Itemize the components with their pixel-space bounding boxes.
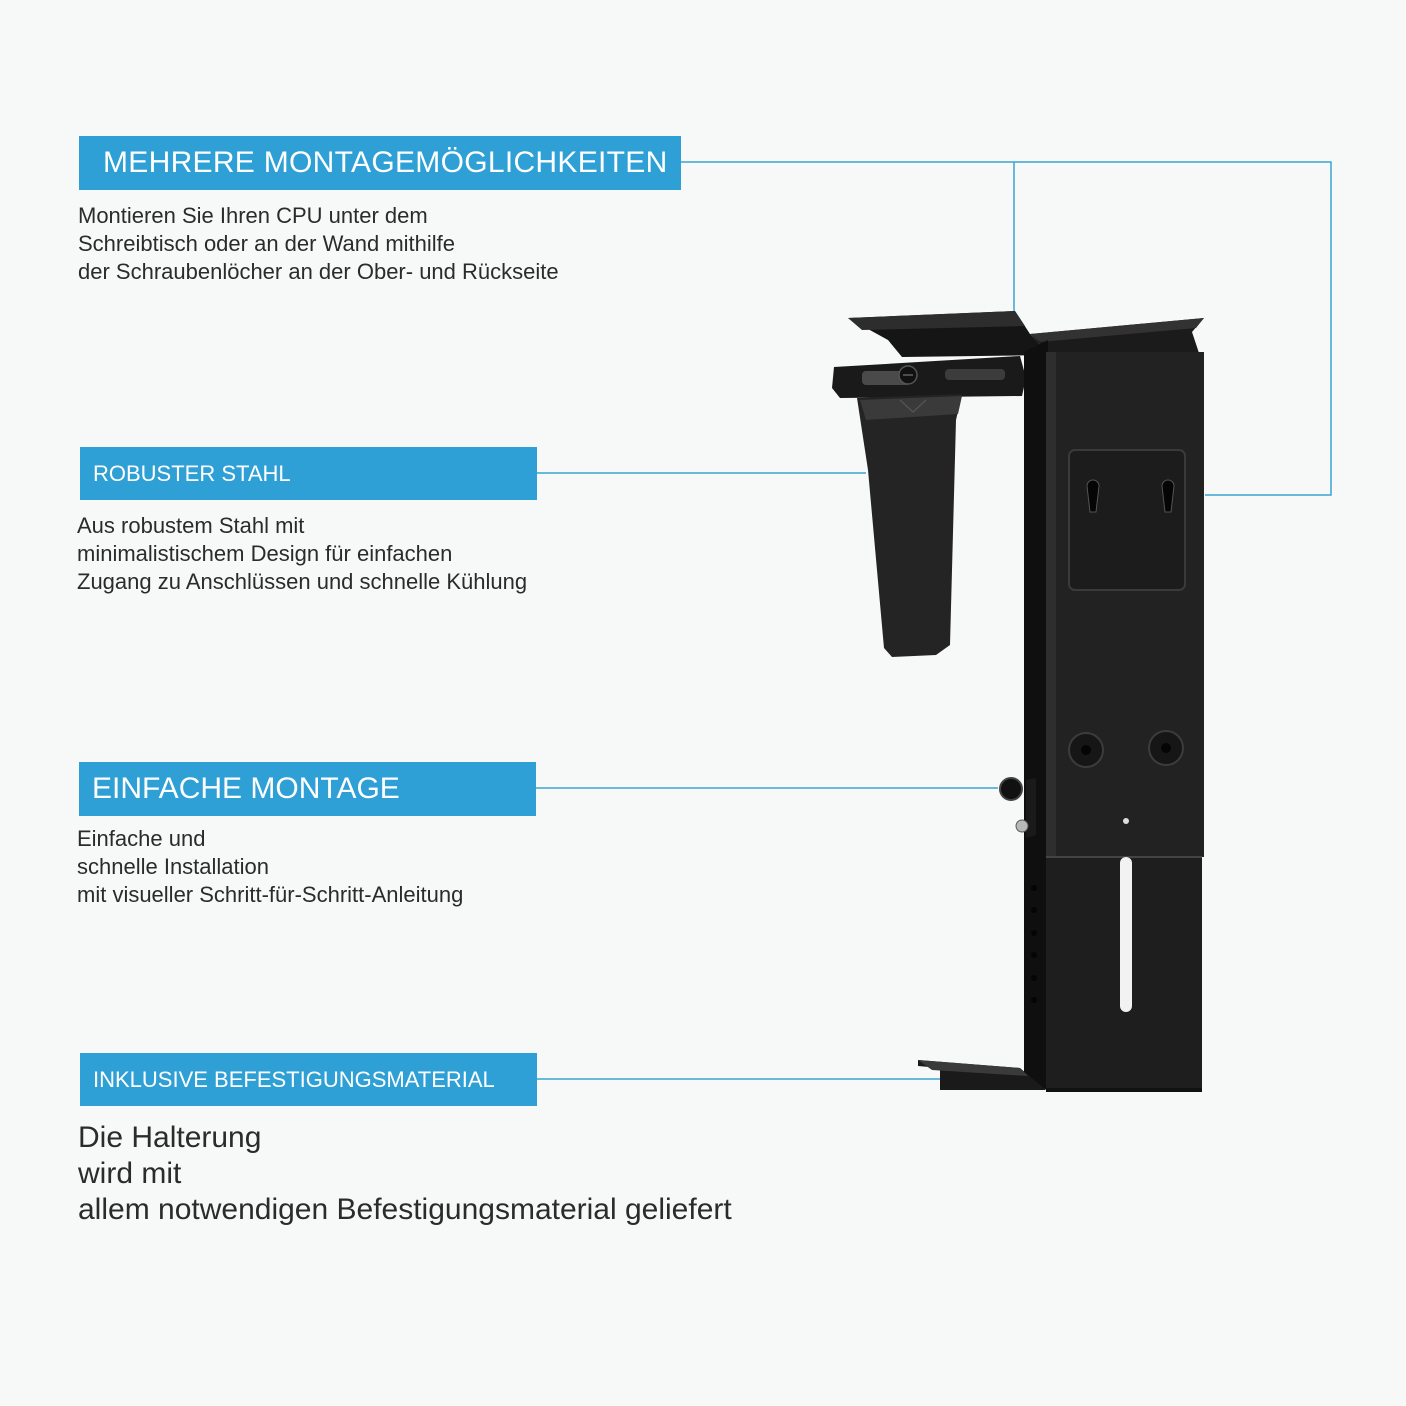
adjustment-slot — [1120, 857, 1132, 1012]
wall-mount-plate — [1069, 450, 1185, 590]
description-line: Montieren Sie Ihren CPU unter dem — [78, 203, 428, 228]
side-screw-icon — [1016, 820, 1028, 832]
description-line: Die Halterung — [78, 1121, 262, 1154]
description-line: Einfache und — [77, 826, 206, 851]
main-panel — [1046, 352, 1204, 857]
description-line: Schreibtisch oder an der Wand mithilfe — [78, 231, 456, 256]
feature-heading-steel: ROBUSTER STAHL — [80, 447, 537, 500]
feature-description-installation — [77, 825, 463, 909]
feature-description-mounting-options — [78, 202, 559, 286]
description-line: der Schraubenlöcher an der Ober- und Rückseite — [78, 259, 559, 284]
feature-description-steel — [77, 512, 527, 596]
description-line: mit visueller Schritt-für-Schritt-Anleitung — [77, 882, 464, 907]
feature-heading-hardware: INKLUSIVE BEFESTIGUNGSMATERIAL — [80, 1053, 537, 1106]
feature-heading-mounting-options: MEHRERE MONTAGEMÖGLICHKEITEN — [79, 136, 681, 190]
cpu-holder-bracket — [832, 311, 1204, 1092]
side-knob-icon — [1000, 778, 1022, 800]
description-line: wird mit — [78, 1157, 182, 1190]
feature-heading-installation: EINFACHE MONTAGE — [79, 762, 536, 816]
description-line: allem notwendigen Befestigungsmaterial geliefert — [78, 1193, 732, 1226]
description-line: Zugang zu Anschlüssen und schnelle Kühlung — [77, 569, 528, 594]
description-line: schnelle Installation — [77, 854, 270, 879]
description-line: Aus robustem Stahl mit — [77, 513, 305, 538]
left-arm — [857, 394, 962, 657]
description-line: minimalistischem Design für einfachen — [77, 541, 453, 566]
feature-description-hardware — [78, 1120, 732, 1228]
